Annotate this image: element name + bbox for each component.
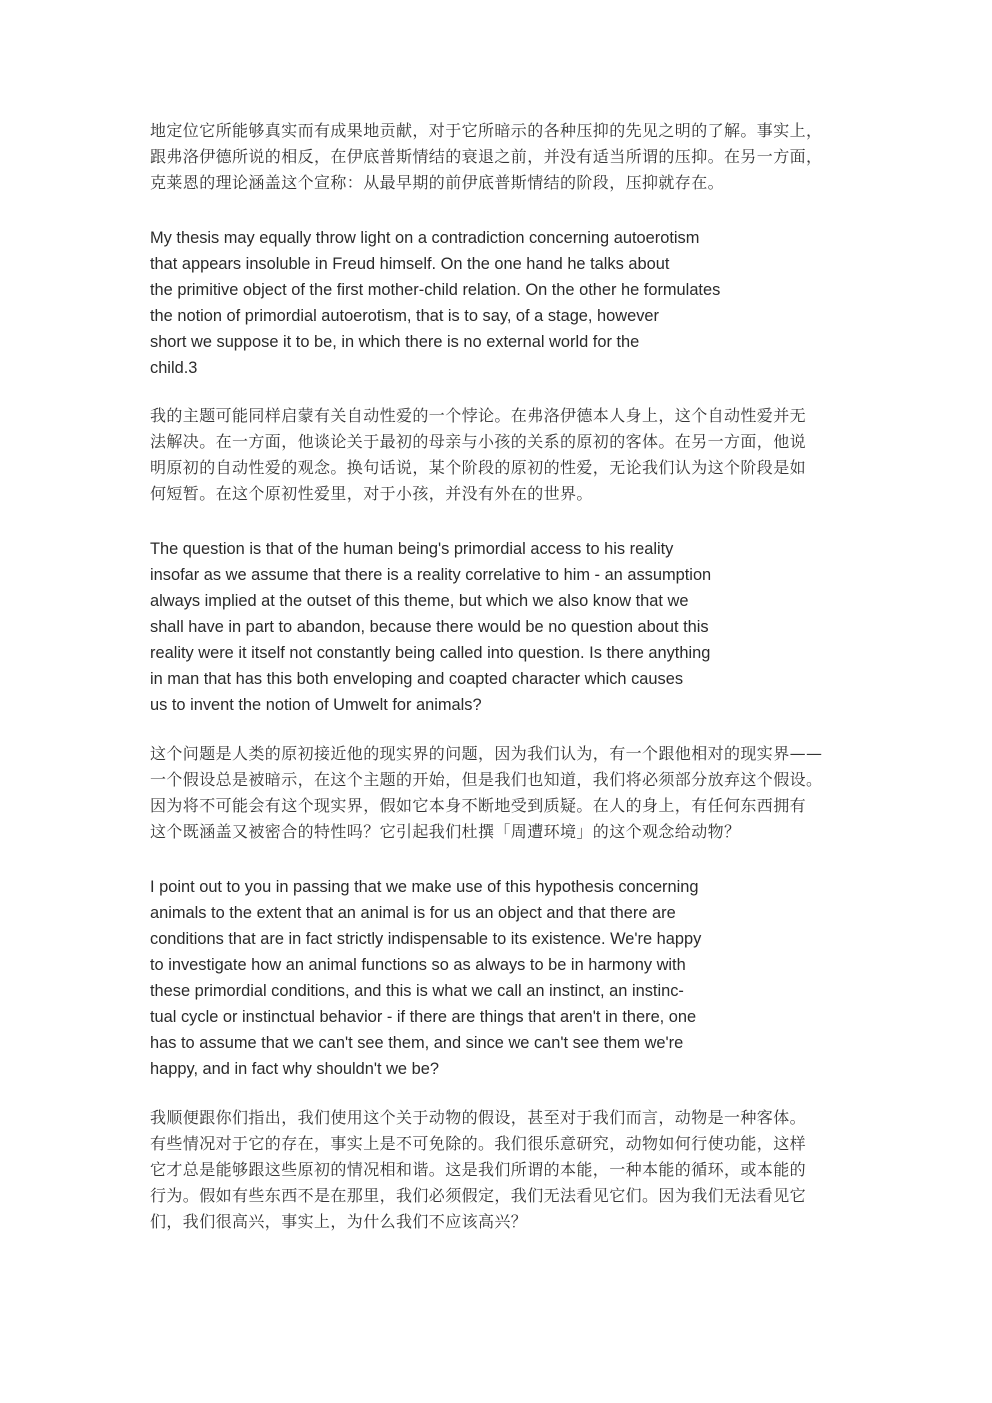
text-line: The question is that of the human being's primordial access to his reality bbox=[150, 540, 674, 558]
text-line: to investigate how an animal functions so as always to be in harmony with bbox=[150, 956, 686, 974]
text-line: 何短暂。在这个原初性爱里，对于小孩，并没有外在的世界。 bbox=[150, 484, 593, 503]
text-line: 一个假设总是被暗示，在这个主题的开始，但是我们也知道，我们将必须部分放弃这个假设。 bbox=[150, 770, 823, 789]
text-line: 们，我们很高兴，事实上，为什么我们不应该高兴？ bbox=[150, 1212, 528, 1231]
text-line: 我的主题可能同样启蒙有关自动性爱的一个悖论。在弗洛伊德本人身上，这个自动性爱并无 bbox=[150, 406, 807, 425]
paragraph-chinese-repression bbox=[150, 118, 822, 196]
text-line: animals to the extent that an animal is for us an object and that there are bbox=[150, 904, 676, 922]
text-line: 跟弗洛伊德所说的相反，在伊底普斯情结的衰退之前，并没有适当所谓的压抑。在另一方面， bbox=[150, 147, 823, 166]
paragraph-english-autoerotism bbox=[150, 225, 720, 381]
paragraph-chinese-autoerotism bbox=[150, 403, 806, 507]
text-line: us to invent the notion of Umwelt for animals? bbox=[150, 696, 482, 714]
text-line: 克莱恩的理论涵盖这个宣称：从最早期的前伊底普斯情结的阶段，压抑就存在。 bbox=[150, 173, 725, 192]
text-line: 有些情况对于它的存在，事实上是不可免除的。我们很乐意研究，动物如何行使功能，这样 bbox=[150, 1134, 807, 1153]
text-line: 行为。假如有些东西不是在那里，我们必须假定，我们无法看见它们。因为我们无法看见它 bbox=[150, 1186, 807, 1205]
paragraph-chinese-instinct bbox=[150, 1105, 806, 1235]
text-line: always implied at the outset of this theme, but which we also know that we bbox=[150, 592, 689, 610]
text-line: conditions that are in fact strictly indispensable to its existence. We're happy bbox=[150, 930, 702, 948]
text-line: I point out to you in passing that we make use of this hypothesis concerning bbox=[150, 878, 699, 896]
text-line: 明原初的自动性爱的观念。换句话说，某个阶段的原初的性爱，无论我们认为这个阶段是如 bbox=[150, 458, 807, 477]
text-line: 这个问题是人类的原初接近他的现实界的问题，因为我们认为，有一个跟他相对的现实界—— bbox=[150, 744, 823, 763]
paragraph-english-reality bbox=[150, 536, 711, 718]
text-line: that appears insoluble in Freud himself. On the one hand he talks about bbox=[150, 255, 670, 273]
text-line: 因为将不可能会有这个现实界，假如它本身不断地受到质疑。在人的身上，有任何东西拥有 bbox=[150, 796, 807, 815]
text-line: 它才总是能够跟这些原初的情况相和谐。这是我们所谓的本能，一种本能的循环，或本能的 bbox=[150, 1160, 807, 1179]
text-line: 法解决。在一方面，他谈论关于最初的母亲与小孩的关系的原初的客体。在另一方面，他说 bbox=[150, 432, 807, 451]
text-line: insofar as we assume that there is a reality correlative to him - an assumption bbox=[150, 566, 712, 584]
text-line: My thesis may equally throw light on a contradiction concerning autoerotism bbox=[150, 229, 700, 247]
paragraph-english-instinct bbox=[150, 874, 701, 1082]
text-line: reality were it itself not constantly being called into question. Is there anything bbox=[150, 644, 711, 662]
text-line: child.3 bbox=[150, 359, 198, 377]
text-line: 这个既涵盖又被密合的特性吗？它引起我们杜撰「周遭环境」的这个观念给动物？ bbox=[150, 822, 741, 841]
text-line: happy, and in fact why shouldn't we be? bbox=[150, 1060, 439, 1078]
text-line: short we suppose it to be, in which there is no external world for the bbox=[150, 333, 640, 351]
text-line: 地定位它所能够真实而有成果地贡献，对于它所暗示的各种压抑的先见之明的了解。事实上， bbox=[150, 121, 823, 140]
text-line: the primitive object of the first mother-child relation. On the other he formulates bbox=[150, 281, 721, 299]
text-line: these primordial conditions, and this is what we call an instinct, an instinc- bbox=[150, 982, 684, 1000]
text-line: tual cycle or instinctual behavior - if there are things that aren't in there, one bbox=[150, 1008, 697, 1026]
paragraph-chinese-reality bbox=[150, 741, 822, 845]
text-line: shall have in part to abandon, because there would be no question about this bbox=[150, 618, 709, 636]
text-line: has to assume that we can't see them, and since we can't see them we're bbox=[150, 1034, 684, 1052]
text-line: 我顺便跟你们指出，我们使用这个关于动物的假设，甚至对于我们而言，动物是一种客体。 bbox=[150, 1108, 807, 1127]
text-line: the notion of primordial autoerotism, that is to say, of a stage, however bbox=[150, 307, 659, 325]
text-line: in man that has this both enveloping and coapted character which causes bbox=[150, 670, 684, 688]
